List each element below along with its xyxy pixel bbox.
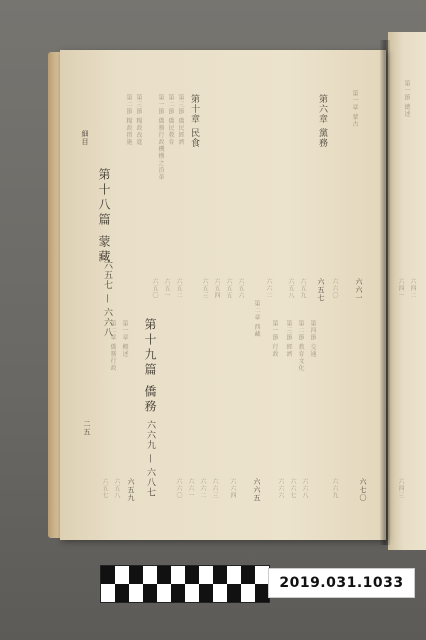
bottom-page-ref: 六六四 bbox=[229, 478, 236, 499]
page-ref: 六五二 bbox=[175, 278, 182, 299]
bottom-page-ref: 六六〇 bbox=[175, 478, 182, 499]
bottom-page-ref: 六六八 bbox=[301, 478, 308, 499]
bottom-page-ref: 六六五 bbox=[253, 478, 261, 502]
toc-line: 第一節 行政 bbox=[271, 320, 278, 358]
page-ref: 六六〇 bbox=[331, 278, 338, 299]
toc-line: 第三節 經濟 bbox=[285, 320, 292, 358]
bottom-page-ref: 六五九 bbox=[127, 478, 135, 502]
bottom-page-ref: 六五七 bbox=[101, 478, 108, 499]
section-heading-ch10: 第十章 民食 bbox=[189, 94, 199, 148]
chapter-19-pages: 六六九 — 六八七 bbox=[145, 420, 155, 498]
right-page-number: 六四三 bbox=[397, 478, 404, 499]
toc-line: 第二節 僑民教育 bbox=[167, 94, 174, 146]
toc-line: 第四節 交通 bbox=[309, 320, 316, 358]
chapter-heading-18: 第十八篇 蒙藏 bbox=[97, 168, 111, 265]
toc-line: 第二章 西藏 bbox=[253, 300, 260, 338]
toc-line: 第一章 概述 bbox=[121, 320, 128, 358]
margin-label: 細目 bbox=[81, 130, 89, 146]
page-ref: 六六一 bbox=[355, 278, 363, 302]
toc-line: 第一章 蒙古 bbox=[351, 90, 358, 128]
page-ref: 六五三 bbox=[201, 278, 208, 299]
toc-line: 第三節 僑民經濟 bbox=[177, 94, 184, 146]
bottom-page-ref: 六六二 bbox=[199, 478, 206, 499]
toc-line: 第三節 糧政改進 bbox=[135, 94, 142, 146]
bottom-page-ref: 六六七 bbox=[289, 478, 296, 499]
bottom-page-ref: 六六一 bbox=[187, 478, 194, 499]
section-heading-ch6: 第六章 黨務 bbox=[317, 94, 327, 148]
toc-line: 第二節 教育文化 bbox=[297, 320, 304, 372]
book-gutter bbox=[380, 40, 390, 545]
page-ref: 六五九 bbox=[299, 278, 306, 299]
page-ref: 六六二 bbox=[265, 278, 272, 299]
chapter-18-pages: 六五七 — 六六八 bbox=[102, 260, 112, 338]
toc-line: 第二章 僑務行政 bbox=[109, 320, 116, 372]
page-ref: 六五八 bbox=[287, 278, 294, 299]
toc-line: 第二節 糧政措施 bbox=[125, 94, 132, 146]
page-ref: 六五七 bbox=[317, 278, 325, 302]
page-number: 二五 bbox=[83, 420, 91, 436]
right-page-heading: 第一節 總述 bbox=[403, 80, 410, 118]
bottom-page-ref: 六六九 bbox=[331, 478, 338, 499]
bottom-page-ref: 六六三 bbox=[211, 478, 218, 499]
toc-line: 第一節 僑務行政機構之沿革 bbox=[157, 94, 164, 181]
page-ref: 六五五 bbox=[225, 278, 232, 299]
accession-number-label: 2019.031.1033 bbox=[268, 568, 415, 598]
page-ref: 六五六 bbox=[237, 278, 244, 299]
bottom-page-ref: 六六六 bbox=[277, 478, 284, 499]
bottom-page-ref: 六七〇 bbox=[359, 478, 367, 502]
right-page-number: 六四二 bbox=[409, 278, 416, 299]
page-ref: 六五一 bbox=[163, 278, 170, 299]
scale-bar bbox=[100, 565, 270, 603]
page-ref: 六五〇 bbox=[151, 278, 158, 299]
bottom-page-ref: 六五八 bbox=[113, 478, 120, 499]
right-page-number: 六四一 bbox=[397, 278, 404, 299]
chapter-heading-19: 第十九篇 僑務 bbox=[143, 318, 157, 415]
page-ref: 六五四 bbox=[213, 278, 220, 299]
